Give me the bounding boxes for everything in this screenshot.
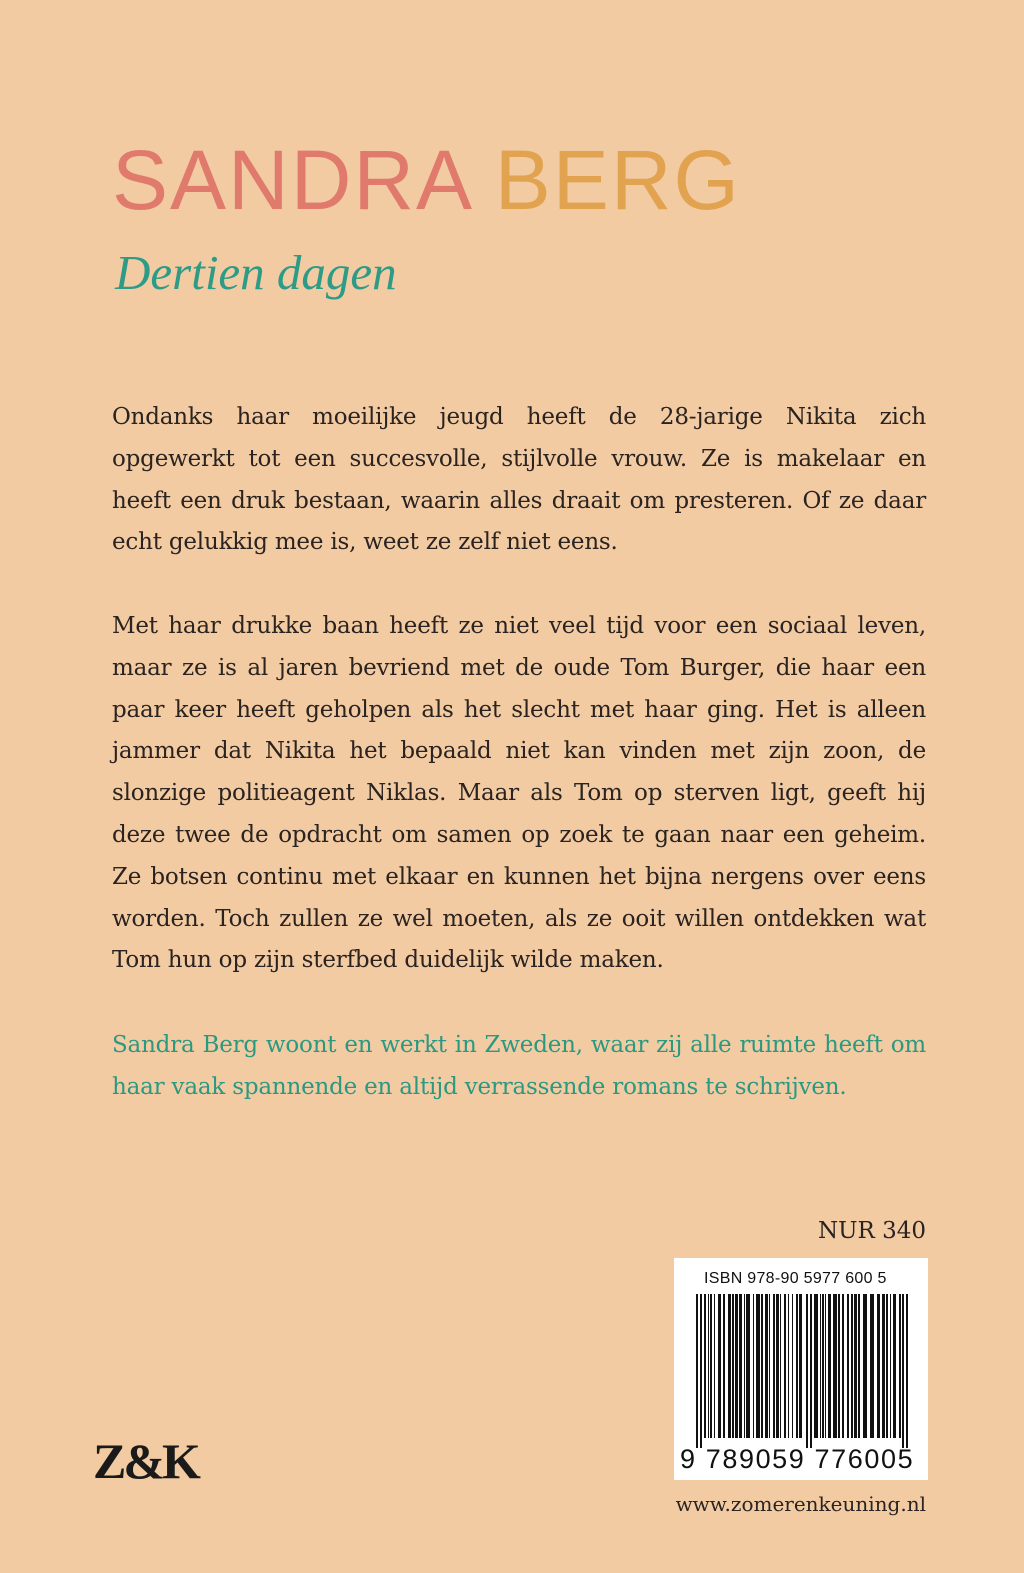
barcode-bar <box>810 1294 812 1448</box>
barcode-bar <box>696 1294 698 1448</box>
blurb-paragraph-1: Ondanks haar moeilijke jeugd heeft de 28-jarige Nikita zich opgewerkt tot een succesvolle, stijlvolle vrouw. Ze is makelaar en heeft een druk bestaan, waarin alles draait om presteren. Of ze daar echt gelukkig mee is, weet ze zelf niet eens. <box>112 404 926 556</box>
barcode-bar <box>882 1294 885 1438</box>
barcode-bar <box>710 1294 712 1438</box>
barcode-bar <box>825 1294 826 1438</box>
barcode-bar <box>700 1294 702 1448</box>
author-name <box>112 133 741 227</box>
barcode-bar <box>828 1294 831 1438</box>
barcode-bar <box>822 1294 824 1438</box>
barcode-bar <box>732 1294 734 1438</box>
barcode-bar <box>744 1294 745 1438</box>
barcode-bar <box>799 1294 802 1438</box>
author-last-name: BERG <box>494 133 741 227</box>
barcode-bar <box>780 1294 781 1438</box>
barcode-bar <box>704 1294 706 1438</box>
barcode-bar <box>899 1294 901 1438</box>
barcode-bar <box>796 1294 798 1438</box>
barcode-bar <box>718 1294 721 1438</box>
barcode-bar <box>735 1294 738 1438</box>
barcode-bar <box>708 1294 709 1438</box>
barcode-bar <box>788 1294 789 1438</box>
barcode-bar <box>833 1294 837 1438</box>
isbn-barcode <box>674 1258 928 1480</box>
publisher-logo-text: Z&K <box>93 1433 198 1489</box>
barcode-bar <box>723 1294 725 1438</box>
barcode-bar <box>820 1294 821 1438</box>
author-first-name: SANDRA <box>112 133 470 227</box>
barcode-bar <box>847 1294 849 1438</box>
barcode-bar <box>854 1294 857 1438</box>
barcode-bar <box>906 1294 908 1448</box>
publisher-logo <box>93 1430 217 1490</box>
barcode-bar <box>806 1294 808 1448</box>
barcode-bar <box>893 1294 896 1438</box>
barcode-bar <box>870 1294 874 1438</box>
barcode-bar <box>814 1294 818 1438</box>
barcode-bar <box>890 1294 891 1438</box>
barcode-bar <box>851 1294 853 1438</box>
barcode-bar <box>714 1294 715 1438</box>
barcode-bar <box>838 1294 840 1438</box>
barcode-digits: 9 789059 776005 <box>680 1444 915 1474</box>
barcode-bar <box>753 1294 754 1438</box>
barcode-bar <box>765 1294 768 1438</box>
barcode-bar <box>739 1294 742 1438</box>
barcode-bar <box>761 1294 763 1438</box>
barcode-bar <box>746 1294 750 1438</box>
barcode-bar <box>877 1294 880 1438</box>
barcode-bar <box>863 1294 867 1438</box>
barcode-bar <box>842 1294 844 1438</box>
barcode-bar <box>858 1294 860 1438</box>
barcode-bar <box>792 1294 793 1438</box>
barcode-bar <box>769 1294 770 1438</box>
book-title: Dertien dagen <box>115 245 397 300</box>
nur-code: NUR 340 <box>817 1218 926 1244</box>
barcode-bar <box>784 1294 786 1438</box>
blurb-paragraph-2: Met haar drukke baan heeft ze niet veel tijd voor een sociaal leven, maar ze is al jaren bevriend met de oude Tom Burger, die haar een paar keer heeft geholpen als het slecht met haar ging. Het is alleen jammer dat Nikita het bepaald niet kan vinden met zijn zoon, de slonzige politieagent Niklas. Maar als Tom op sterven ligt, geeft hij deze twee de opdracht om samen op zoek te gaan naar een geheim. Ze botsen continu met elkaar en kunnen het bijna nergens over eens worden. Toch zullen ze wel moeten, als ze ooit willen ontdekken wat Tom hun op zijn sterfbed duidelijk wilde maken. <box>112 613 926 974</box>
barcode-bar <box>756 1294 760 1438</box>
barcode-bar <box>728 1294 731 1438</box>
barcode-bar <box>776 1294 779 1438</box>
barcode-bar <box>902 1294 904 1448</box>
barcode-bar <box>773 1294 775 1438</box>
publisher-website: www.zomerenkeuning.nl <box>675 1492 926 1516</box>
barcode-bar <box>886 1294 888 1438</box>
isbn-label: ISBN 978-90 5977 600 5 <box>704 1270 887 1287</box>
author-bio: Sandra Berg woont en werkt in Zweden, waar zij alle ruimte heeft om haar vaak spannende en altijd verrassende romans te schrijven. <box>112 1032 926 1100</box>
